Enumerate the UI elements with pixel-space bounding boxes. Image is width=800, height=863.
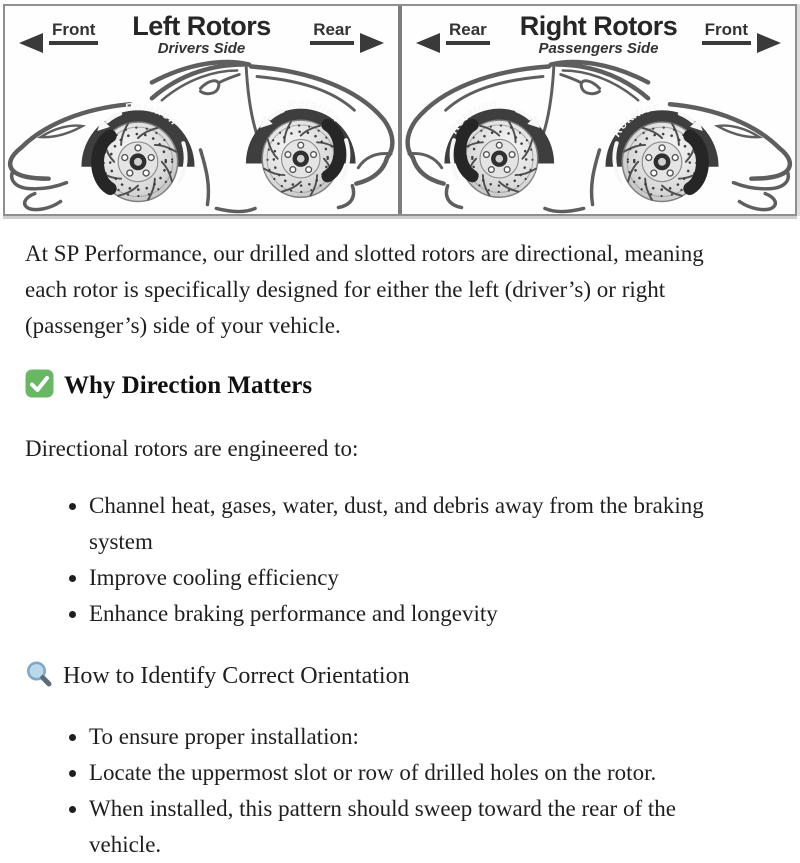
list-item: • When installed, this pattern should sweep toward the rear of the vehicle. xyxy=(89,791,747,863)
identify-heading-text: How to Identify Correct Orientation xyxy=(63,663,410,689)
identify-bullet-list xyxy=(25,719,770,863)
rear-arrow-icon: Rear xyxy=(313,20,351,39)
left-panel-subtitle: Drivers Side xyxy=(157,40,246,57)
rear-direction-label xyxy=(310,20,354,45)
right-panel-title: Right Rotors xyxy=(519,11,678,41)
right-rotors-panel xyxy=(398,6,795,214)
left-rotors-panel xyxy=(5,6,398,214)
article-body xyxy=(0,216,800,863)
list-item: • Improve cooling efficiency xyxy=(89,560,747,596)
engineered-to-lead: Directional rotors are engineered to: xyxy=(25,436,359,461)
intro-paragraph: At SP Performance, our drilled and slotted rotors are directional, meaning each rotor is specifically designed for either the left (driver’s) or right (passenger’s) side of your vehicle. xyxy=(25,241,704,338)
left-panel-title: Left Rotors xyxy=(132,11,271,41)
front-direction-label xyxy=(702,20,751,45)
rotation-label: Rotation xyxy=(610,101,661,140)
left-panel-header xyxy=(5,12,398,60)
front-direction-label xyxy=(49,20,98,45)
right-panel-header xyxy=(402,12,795,60)
list-item: • Enhance braking performance and longevity xyxy=(89,596,747,632)
left-car-illustration xyxy=(5,58,398,216)
magnifier-icon xyxy=(25,660,53,698)
list-item: • Channel heat, gases, water, dust, and debris away from the braking system xyxy=(89,488,747,560)
front-arrow-icon: Front xyxy=(704,20,748,39)
list-item: • To ensure proper installation: xyxy=(89,719,747,755)
check-icon xyxy=(25,369,54,408)
front-arrow-icon: Front xyxy=(52,20,96,39)
rotation-label: Rotation xyxy=(286,98,343,126)
right-panel-subtitle: Passengers Side xyxy=(538,40,659,57)
rear-arrow-icon: Rear xyxy=(449,20,487,39)
right-car-illustration xyxy=(402,58,795,216)
rotation-label: Rotation xyxy=(124,101,180,129)
identify-orientation-heading xyxy=(25,659,770,698)
rotation-label: Rotation xyxy=(448,98,499,137)
rotor-direction-diagram xyxy=(3,4,797,216)
list-item: • Locate the uppermost slot or row of drilled holes on the rotor. xyxy=(89,755,747,791)
why-bullet-list xyxy=(25,488,770,632)
rear-direction-label xyxy=(446,20,490,45)
why-direction-matters-heading xyxy=(25,369,770,408)
why-heading-text: Why Direction Matters xyxy=(64,372,313,399)
